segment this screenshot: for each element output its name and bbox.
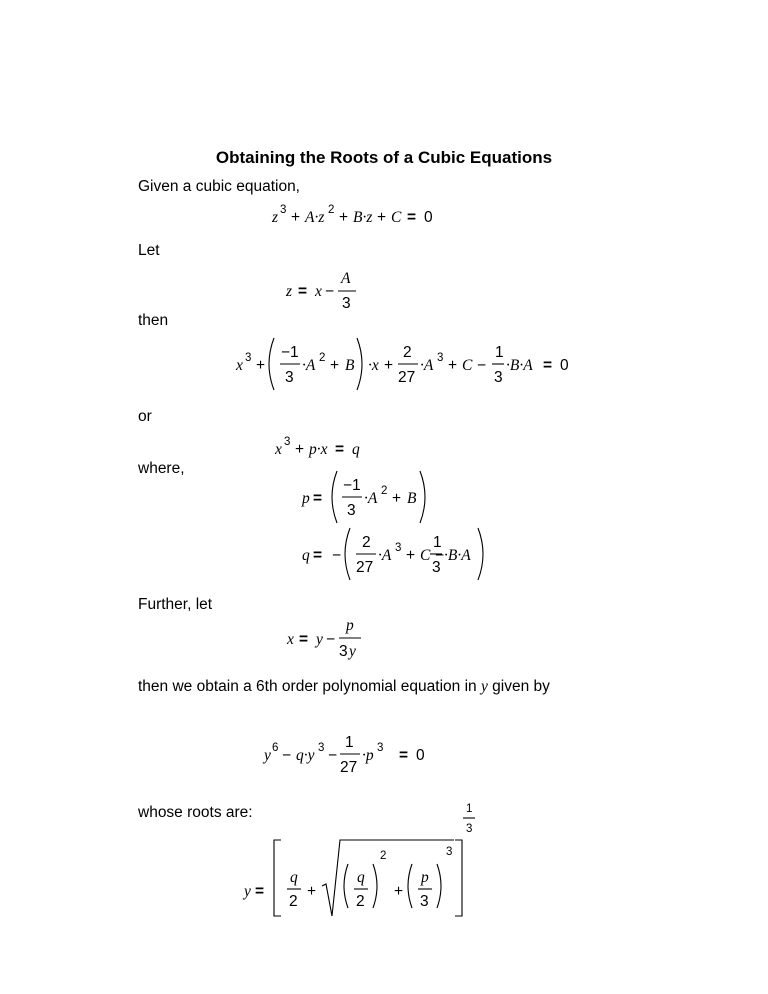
svg-text:=: =	[255, 883, 265, 900]
equation-q	[302, 528, 483, 580]
svg-text:1: 1	[466, 803, 473, 815]
svg-text:3: 3	[432, 559, 441, 576]
svg-text:0: 0	[416, 747, 425, 764]
svg-text:·A: ·A	[378, 547, 392, 564]
svg-text:=: =	[313, 547, 323, 564]
svg-text:+: +	[330, 357, 340, 374]
intro-text: Given a cubic equation,	[138, 178, 300, 195]
svg-text:x: x	[236, 357, 243, 374]
svg-text:·x: ·x	[368, 357, 379, 374]
svg-text:+: +	[307, 883, 317, 900]
equation-substitution-x	[286, 617, 361, 660]
svg-text:2: 2	[362, 534, 371, 551]
svg-text:p: p	[346, 617, 354, 634]
equation-p	[301, 471, 425, 523]
svg-text:3: 3	[377, 742, 384, 754]
svg-text:3: 3	[494, 369, 503, 386]
svg-text:3: 3	[339, 643, 348, 660]
svg-text:y: y	[264, 747, 271, 764]
svg-text:=: =	[335, 441, 345, 458]
svg-text:q: q	[352, 441, 360, 458]
svg-text:1: 1	[433, 534, 442, 551]
svg-text:−1: −1	[281, 344, 299, 361]
svg-text:A·z: A·z	[305, 209, 325, 226]
svg-text:=: =	[543, 357, 553, 374]
svg-text:2: 2	[289, 893, 298, 910]
svg-text:A: A	[341, 270, 351, 287]
svg-text:−: −	[282, 747, 292, 764]
svg-text:+: +	[291, 209, 301, 226]
svg-text:z: z	[272, 209, 279, 226]
svg-text:+: +	[295, 441, 305, 458]
svg-text:y: y	[349, 643, 356, 660]
svg-text:−: −	[435, 547, 445, 564]
svg-text:+: +	[394, 883, 404, 900]
svg-text:3: 3	[466, 823, 473, 835]
svg-text:=: =	[299, 631, 309, 648]
svg-text:2: 2	[381, 485, 388, 497]
page-title: Obtaining the Roots of a Cubic Equations	[215, 148, 553, 167]
svg-text:q: q	[302, 547, 310, 564]
svg-text:q·y: q·y	[296, 747, 315, 764]
svg-text:3: 3	[284, 436, 291, 448]
svg-text:·p: ·p	[362, 747, 374, 764]
svg-text:q: q	[290, 869, 298, 886]
then-text: then	[138, 312, 169, 329]
svg-text:C: C	[420, 547, 431, 564]
svg-text:=: =	[298, 283, 308, 300]
svg-text:·A: ·A	[420, 357, 434, 374]
where-text: where,	[138, 460, 185, 477]
svg-text:p: p	[421, 869, 429, 886]
sixth-order-prefix: then we obtain a 6th order polynomial equation in	[138, 678, 481, 695]
equation-roots	[242, 803, 475, 916]
svg-text:1: 1	[495, 344, 504, 361]
svg-text:3: 3	[285, 369, 294, 386]
svg-text:+: +	[256, 357, 266, 374]
equation-depressed	[274, 436, 360, 458]
svg-text:−: −	[325, 283, 335, 300]
sixth-order-suffix: given by	[487, 678, 550, 695]
svg-text:3: 3	[245, 352, 252, 364]
equation-cubic	[271, 204, 433, 226]
or-text: or	[138, 408, 152, 425]
svg-text:p·x: p·x	[309, 441, 328, 458]
svg-text:+: +	[448, 357, 458, 374]
svg-text:=: =	[313, 490, 323, 507]
svg-text:2: 2	[328, 204, 335, 216]
svg-text:+: +	[392, 490, 402, 507]
svg-text:x: x	[287, 631, 294, 648]
svg-text:x: x	[275, 441, 282, 458]
svg-text:+: +	[406, 547, 416, 564]
svg-text:−1: −1	[343, 477, 361, 494]
svg-text:−: −	[326, 631, 336, 648]
svg-text:B: B	[407, 490, 417, 507]
svg-text:2: 2	[319, 352, 326, 364]
svg-text:3: 3	[280, 204, 287, 216]
equation-sixth-order	[262, 734, 425, 776]
svg-text:x: x	[315, 283, 322, 300]
svg-text:y: y	[244, 883, 251, 900]
svg-text:+: +	[339, 209, 349, 226]
svg-text:·A: ·A	[302, 357, 316, 374]
svg-text:·B·A: ·B·A	[444, 547, 471, 564]
svg-text:+: +	[384, 357, 394, 374]
equation-substitution-z	[285, 270, 356, 312]
svg-text:−: −	[477, 357, 487, 374]
svg-text:3: 3	[342, 295, 351, 312]
svg-text:·B·A: ·B·A	[506, 357, 533, 374]
let-text: Let	[138, 242, 160, 259]
svg-text:1: 1	[345, 734, 354, 751]
svg-text:27: 27	[356, 559, 374, 576]
svg-text:C: C	[462, 357, 473, 374]
svg-text:0: 0	[424, 209, 433, 226]
further-text: Further, let	[138, 596, 213, 613]
svg-text:6: 6	[272, 742, 279, 754]
svg-text:27: 27	[398, 369, 416, 386]
svg-text:·A: ·A	[364, 490, 378, 507]
svg-text:q: q	[357, 869, 365, 886]
svg-text:3: 3	[420, 893, 429, 910]
svg-text:C: C	[391, 209, 402, 226]
svg-text:−: −	[328, 747, 338, 764]
svg-text:3: 3	[395, 542, 402, 554]
svg-text:3: 3	[318, 742, 325, 754]
svg-text:p: p	[302, 490, 310, 507]
svg-text:2: 2	[356, 893, 365, 910]
svg-text:3: 3	[347, 502, 356, 519]
svg-text:=: =	[399, 747, 409, 764]
svg-text:B·z: B·z	[353, 209, 373, 226]
svg-text:2: 2	[380, 850, 387, 862]
svg-text:3: 3	[446, 846, 453, 858]
svg-text:3: 3	[437, 352, 444, 364]
svg-text:2: 2	[403, 344, 412, 361]
svg-text:27: 27	[340, 759, 358, 776]
sixth-order-variable: y	[480, 678, 488, 695]
svg-text:z: z	[286, 283, 293, 300]
svg-text:0: 0	[560, 357, 569, 374]
svg-text:−: −	[332, 547, 342, 564]
svg-text:B: B	[345, 357, 355, 374]
svg-text:+: +	[377, 209, 387, 226]
roots-text: whose roots are:	[138, 804, 253, 821]
svg-text:y: y	[316, 631, 323, 648]
svg-text:=: =	[407, 209, 417, 226]
equation-expanded	[235, 338, 569, 390]
